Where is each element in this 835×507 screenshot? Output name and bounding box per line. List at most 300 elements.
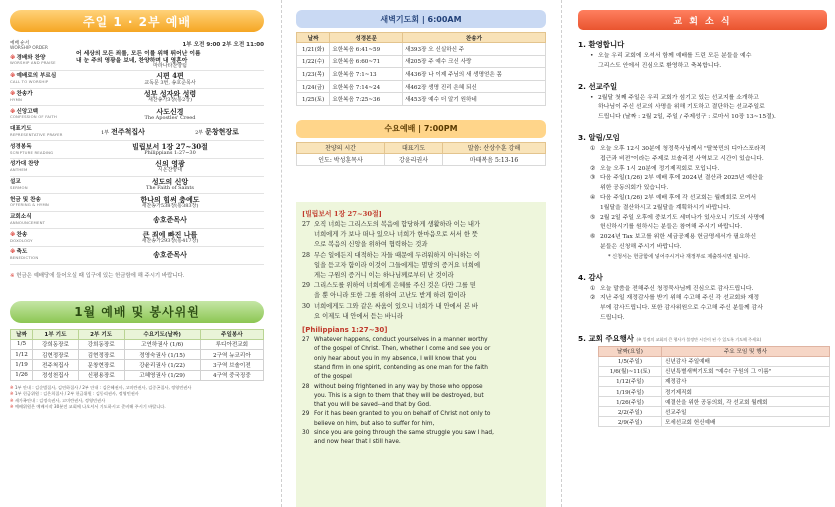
worship-item-title: 시편 4편 bbox=[156, 71, 184, 81]
verse-text bbox=[314, 302, 478, 322]
events-section bbox=[578, 333, 827, 428]
verse-line: 요 이제도 내 안에서 듣는 바니라 bbox=[314, 312, 404, 320]
schedule-cell: 1/19 bbox=[11, 360, 33, 370]
leader-name: 전주척집사 bbox=[111, 126, 145, 136]
worship-row-label bbox=[10, 56, 76, 66]
volunteer-note-text: 1부 안내 : 김순범집사, 김연하집사 / 2부 안내 : 김은혜권사, 고미란권사, 김중곤집사, 정영민권사 bbox=[14, 385, 192, 391]
schedule-cell: 강희동장로 bbox=[33, 339, 79, 349]
verse bbox=[302, 302, 540, 322]
numbered-text bbox=[600, 194, 756, 214]
numbered-text bbox=[600, 145, 766, 165]
events-cell: 신년특별새벽기도회 "예수! 구원의 그 이름" bbox=[661, 366, 829, 376]
wednesday-service-table bbox=[296, 142, 546, 166]
prayer-leader bbox=[101, 128, 145, 137]
wednesday-cell: 강윤리권사 bbox=[385, 153, 443, 165]
verse-number: 30 bbox=[302, 430, 310, 436]
schedule-table bbox=[10, 329, 264, 382]
schedule-header: 주일봉사 bbox=[200, 329, 263, 339]
table-row bbox=[599, 417, 830, 427]
dawn-cell: 요한복음 6:60~71 bbox=[330, 55, 403, 68]
numbered-item bbox=[578, 285, 827, 295]
worship-row bbox=[10, 51, 264, 71]
worship-item-name: 신앙고백 bbox=[16, 108, 39, 115]
worship-row bbox=[10, 247, 264, 265]
verse-line: 그리스도를 위하여 너희에게 은혜를 주신 것은 다만 그를 믿 bbox=[314, 282, 476, 290]
worship-column bbox=[0, 0, 272, 507]
table-row bbox=[599, 376, 830, 386]
worship-item-name: 찬송 bbox=[16, 231, 28, 238]
worship-row bbox=[10, 177, 264, 195]
bullet-line: 그리스도 안에서 진심으로 환영하고 축복합니다. bbox=[598, 62, 722, 69]
welcome-heading: 1. 환영합니다 bbox=[578, 40, 625, 49]
mission-section bbox=[578, 81, 827, 123]
numbered-line: 부에 감사드립니다. 또한 감사위원으로 수고해 주신 분들께 감사 bbox=[600, 305, 763, 312]
numbered-line: 분들은 신청해 주시기 바랍니다. bbox=[600, 243, 682, 250]
wednesday-cell: 인도: 박성훈목사 bbox=[297, 153, 385, 165]
leader-name: 문창현장로 bbox=[205, 126, 239, 136]
dawn-prayer-title: 새벽기도회 | 6:00AM bbox=[296, 10, 546, 28]
verse bbox=[302, 383, 540, 411]
asterisk-icon: ※ bbox=[10, 272, 15, 279]
asterisk-icon: ※ bbox=[10, 73, 16, 80]
dawn-cell: 요한복음 7:1~13 bbox=[330, 68, 403, 81]
table-row bbox=[11, 349, 264, 359]
schedule-cell: 김현정장로 bbox=[78, 349, 124, 359]
worship-item-name: 예배로의 부르심 bbox=[16, 73, 57, 80]
volunteer-note-text: 예배위원은 예배시작 30분전 교회에 나오셔서 기도하시고 준비해 주시기 바랍니다. bbox=[14, 404, 166, 410]
worship-row-label bbox=[10, 127, 76, 137]
dawn-cell: 1/22(수) bbox=[297, 55, 330, 68]
table-row bbox=[297, 55, 546, 68]
worship-line: 내 눈 주의 영광을 보네, 찬양하며 내 영혼아 bbox=[76, 57, 188, 64]
worship-row bbox=[10, 141, 264, 159]
schedule-cell: 고연하권사 (1/6) bbox=[124, 339, 200, 349]
thanks-heading: 4. 감사 bbox=[578, 272, 603, 282]
bullet-text bbox=[598, 94, 776, 123]
offering-note: ※ 헌금은 예배당에 들어오실 때 입구에 있는 헌금함에 해 주시기 바랍니다. bbox=[10, 272, 185, 279]
bullet-line: 오늘 우리 교회에 오셔서 함께 예배를 드린 모든 분들을 예수 bbox=[598, 53, 752, 59]
table-row bbox=[11, 370, 264, 380]
verse-line: 을 뿐 아니라 또한 그를 위하여 고난도 받게 하려 함이라 bbox=[314, 292, 466, 300]
item-number: ④ bbox=[590, 194, 596, 201]
scripture-ref-en: [Philippians 1:27~30] bbox=[302, 326, 388, 335]
verse-line: of the gospel bbox=[314, 374, 352, 381]
verse-line: stand firm in one spirit, contending as one man for the faith bbox=[314, 364, 488, 371]
service-part: 2부 bbox=[195, 129, 204, 136]
worship-row-content bbox=[76, 108, 264, 122]
schedule-cell: 3구역 브솔이전 bbox=[200, 360, 263, 370]
schedule-header: 2부 기도 bbox=[78, 329, 124, 339]
worship-row-label bbox=[10, 250, 76, 260]
worship-row-label bbox=[10, 110, 76, 120]
worship-item-name-en: ANTHEM bbox=[10, 167, 28, 173]
news-title: 교 회 소 식 bbox=[578, 10, 827, 30]
events-cell: 1/6(월)~11(토) bbox=[599, 366, 662, 376]
asterisk-icon: ※ bbox=[10, 385, 15, 391]
dawn-cell: 1/21(화) bbox=[297, 43, 330, 56]
numbered-text bbox=[600, 285, 754, 295]
verse-number: 28 bbox=[302, 383, 310, 390]
worship-row-content bbox=[76, 51, 264, 70]
volunteer-notes bbox=[10, 385, 264, 410]
numbered-text bbox=[600, 294, 763, 323]
worship-order-header bbox=[10, 40, 264, 51]
asterisk-icon: ※ bbox=[10, 391, 15, 397]
table-row bbox=[297, 80, 546, 93]
numbered-text bbox=[600, 214, 765, 234]
numbered-item bbox=[578, 214, 827, 234]
worship-row-content bbox=[76, 128, 264, 137]
worship-row bbox=[10, 89, 264, 107]
verse bbox=[302, 336, 540, 382]
numbered-line: 드립니다. bbox=[600, 314, 625, 321]
events-heading: 5. 교회 주요행사 (※ 일정의 교회의 큰 행사가 불정만 시간이 된 수 있도록 기도해 주세요) bbox=[578, 333, 762, 343]
worship-row-content bbox=[76, 178, 264, 192]
worship-item-title: 빌립보서 1장 27~30절 bbox=[132, 141, 208, 151]
events-cell: 1/19(주일) bbox=[599, 387, 662, 397]
dawn-cell: 요한복음 6:41~59 bbox=[330, 43, 403, 56]
numbered-line: 오늘 오후 12시 30분에 청정묵사님께서 "탈북민의 디아스포라적 bbox=[600, 145, 766, 152]
worship-item-name: 헌금 및 찬송 bbox=[10, 196, 41, 203]
numbered-item bbox=[578, 165, 827, 175]
column-divider bbox=[281, 0, 282, 507]
worship-item-name: 경배와 찬양 bbox=[16, 54, 46, 61]
worship-order-label-en: WORSHIP ORDER bbox=[10, 46, 48, 51]
dawn-cell: 요한복음 7:14~24 bbox=[330, 80, 403, 93]
prayer-leader bbox=[195, 128, 239, 137]
worship-item-detail: The Faith of Saints bbox=[146, 185, 194, 192]
numbered-line: 지난 주일 재정감사를 받기 위해 수고해 주신 각 선교회와 재정 bbox=[600, 295, 760, 302]
verse-line: 으로 복음의 신앙을 위하여 협력하는 것과 bbox=[314, 241, 428, 249]
worship-item-name-en: WORSHIP AND PRAISE bbox=[10, 60, 56, 66]
verse bbox=[302, 281, 540, 301]
wednesday-service-title: 수요예배 | 7:00PM bbox=[296, 120, 546, 138]
worship-item-detail: 새찬송가293장(통417장) bbox=[141, 237, 199, 244]
mission-heading: 2. 선교주일 bbox=[578, 81, 618, 91]
worship-item-title: 송호준목사 bbox=[153, 250, 187, 260]
worship-row-label bbox=[10, 92, 76, 102]
verse-number: 29 bbox=[302, 411, 310, 418]
table-row bbox=[11, 360, 264, 370]
scripture-passage bbox=[296, 202, 546, 507]
worship-item-title: 신의 영광 bbox=[155, 159, 185, 169]
verse-number: 27 bbox=[302, 221, 311, 228]
verse-number: 29 bbox=[302, 282, 311, 290]
table-row bbox=[599, 356, 830, 366]
service-part: 1부 bbox=[101, 129, 110, 136]
numbered-line: 헌신하시기를 원하시는 분들은 참여해 주시기 바랍니다. bbox=[600, 224, 743, 231]
schedule-title: 1월 예배 및 봉사위원 bbox=[10, 301, 264, 323]
events-cell: 제정감사 bbox=[661, 376, 829, 386]
table-row bbox=[599, 366, 830, 376]
bullet-line: 드립니다 (날짜 : 2월 2일, 주일 / 주제성구 : 로마서 10장 13~15절). bbox=[598, 114, 776, 121]
verse bbox=[302, 251, 540, 282]
worship-row-label bbox=[10, 233, 76, 243]
asterisk-icon: ※ bbox=[10, 231, 16, 238]
numbered-line: 2월 2일 주일 오후에 중보기도 세미나가 있사오니 기도의 사명에 bbox=[600, 214, 765, 221]
worship-title: 주일 1 · 2부 예배 bbox=[10, 10, 264, 32]
column-divider bbox=[561, 0, 562, 507]
events-table bbox=[598, 346, 830, 428]
bullet-line: 2월달 첫째 주일은 우리 교회가 섬기고 있는 선교지를 소개하고 bbox=[598, 94, 759, 101]
numbered-line: 2024년 Tax 보고를 위한 세금공제용 헌금명세서가 필요하신 bbox=[600, 234, 757, 241]
item-number: ② bbox=[590, 165, 596, 172]
worship-row bbox=[10, 194, 264, 212]
bullet-icon: • bbox=[590, 94, 594, 101]
worship-row bbox=[10, 229, 264, 247]
dawn-cell: 1/25(토) bbox=[297, 93, 330, 106]
schedule-cell: 루디아전교회 bbox=[200, 339, 263, 349]
table-row bbox=[297, 93, 546, 106]
scripture-verses-ko bbox=[302, 220, 540, 322]
worship-row-content bbox=[76, 251, 264, 259]
worship-item-title: 송호준목사 bbox=[153, 215, 187, 225]
worship-item-detail: The Apostles' Creed bbox=[144, 114, 196, 121]
asterisk-icon: ※ bbox=[10, 108, 16, 115]
schedule-header: 1부 기도 bbox=[33, 329, 79, 339]
numbered-line: 1월달을 결산하시고 2월달을 계획하시기 바랍니다. bbox=[600, 204, 731, 211]
dawn-cell: 새436장 나 이제 주님의 새 생명얻은 몸 bbox=[402, 68, 545, 81]
worship-row bbox=[10, 124, 264, 142]
worship-item-name: 찬송가 bbox=[16, 91, 33, 98]
verse-line: you. This is a sign to them that they will be destroyed, but bbox=[314, 392, 484, 399]
verse bbox=[302, 429, 540, 448]
verse-text bbox=[314, 383, 484, 411]
worship-item-title: 한나의 힘써 충예도 bbox=[140, 194, 200, 204]
dawn-cell: 1/23(목) bbox=[297, 68, 330, 81]
worship-item-name-en: SERMON bbox=[10, 184, 28, 190]
numbered-item bbox=[578, 233, 827, 253]
worship-item-name: 성경봉독 bbox=[10, 143, 32, 150]
schedule-cell: 1/26 bbox=[11, 370, 33, 380]
events-cell: 정기제직회 bbox=[661, 387, 829, 397]
scripture-ref-ko: [빌립보서 1장 27~30절] bbox=[302, 210, 382, 218]
schedule-cell: 강희동장로 bbox=[78, 339, 124, 349]
verse-number: 30 bbox=[302, 302, 311, 310]
numbered-line: 오늘 오후 1시 20분에 정기제직회로 모입니다. bbox=[600, 165, 720, 172]
scripture-verses-en bbox=[302, 336, 540, 448]
numbered-item bbox=[578, 145, 827, 165]
worship-item-name-en: CALL TO WORSHIP bbox=[10, 79, 49, 85]
item-number: ① bbox=[590, 285, 596, 292]
schedule-cell: 고혜영권사 (1/29) bbox=[124, 370, 200, 380]
worship-item-detail: 교독문 3번, 송호준목사 bbox=[144, 79, 196, 86]
verse bbox=[302, 220, 540, 251]
verse-line: and now hear that I still have. bbox=[314, 439, 401, 446]
bullet-item bbox=[578, 52, 827, 72]
worship-row-content bbox=[76, 143, 264, 157]
schedule-cell: 1/5 bbox=[11, 339, 33, 349]
verse-line: only hear about you in my absence, I will know that you bbox=[314, 355, 477, 362]
schedule-cell: 2구역 뉴코리아 bbox=[200, 349, 263, 359]
worship-row-label bbox=[10, 215, 76, 225]
worship-item-name-en: ANNOUNCEMENT bbox=[10, 220, 46, 226]
item-number: ⑤ bbox=[590, 214, 596, 221]
verse-line: of the gospel of Christ. Then, whether I come and see you or bbox=[314, 346, 491, 353]
verse-line: 일을 듣고자 함이라 이것이 그들에게는 멸망의 증거요 너희에 bbox=[314, 261, 481, 269]
wednesday-cell: 마태복음 5:13-16 bbox=[443, 153, 546, 165]
worship-item-title: 성도의 신앙 bbox=[151, 177, 189, 187]
worship-item-name: 축도 bbox=[16, 249, 28, 256]
events-header: 주요 모임 및 행사 bbox=[661, 346, 829, 356]
table-row bbox=[297, 68, 546, 81]
worship-item-name: 성가대 찬양 bbox=[10, 161, 39, 168]
item-number: ③ bbox=[590, 175, 596, 182]
dawn-cell: 요한복음 7:25~36 bbox=[330, 93, 403, 106]
bullet-line: 하나님이 주신 선교의 사명을 위해 기도하고 결단하는 선교주일로 bbox=[598, 104, 765, 111]
news-column bbox=[570, 0, 835, 507]
worship-row bbox=[10, 71, 264, 89]
worship-item-name-en: REPRESENTATIVE PRAYER bbox=[10, 132, 63, 138]
verse-text bbox=[314, 429, 494, 448]
numbered-line: 접근과 비전"이라는 주제로 브솔리전 사역보고 시간이 있습니다. bbox=[600, 155, 764, 162]
numbered-line: 다음 주일(1/26) 2부 예배 후에 2024년 결산과 2025년 예산을 bbox=[600, 175, 764, 182]
dawn-cell: 새205장 주 예수 크신 사랑 bbox=[402, 55, 545, 68]
worship-row-content bbox=[76, 216, 264, 224]
verse-line: 너희에게 가 보나 떠나 있으나 너희가 한마음으로 서서 한 뜻 bbox=[314, 231, 479, 239]
volunteer-note-text: 새가족안내 : 김정숙권사, 고미란권사, 정영민권사 bbox=[14, 397, 106, 403]
verse-line: since you are going through the same struggle you saw I had, bbox=[314, 430, 494, 436]
events-cell: 2/2(주일) bbox=[599, 407, 662, 417]
volunteer-note bbox=[10, 404, 264, 410]
dawn-prayer-table bbox=[296, 32, 546, 106]
verse-line: that you will be saved--and that by God. bbox=[314, 402, 431, 409]
events-cell: 모세선교회 헌신예배 bbox=[661, 417, 829, 427]
worship-item-name-en: CONFESSION OF FAITH bbox=[10, 114, 57, 120]
verse-text bbox=[314, 220, 480, 251]
table-row bbox=[297, 43, 546, 56]
events-cell: 2/9(주일) bbox=[599, 417, 662, 427]
verse-line: Whatever happens, conduct yourselves in a manner worthy bbox=[314, 337, 488, 344]
events-cell: 선교주일 bbox=[661, 407, 829, 417]
dawn-cell: 새453장 예수 더 알기 원하네 bbox=[402, 93, 545, 106]
dawn-cell: 새462장 생명 진리 은혜 되신 bbox=[402, 80, 545, 93]
dawn-header: 찬송가 bbox=[402, 33, 545, 43]
table-row bbox=[599, 397, 830, 407]
worship-item-title: 사도신경 bbox=[156, 106, 184, 116]
events-cell: 1/5(주일) bbox=[599, 356, 662, 366]
worship-item-name-en: SCRIPTURE READING bbox=[10, 149, 54, 155]
numbered-item bbox=[578, 194, 827, 214]
prayer-column bbox=[290, 0, 552, 507]
worship-item-detail: 시온찬양대 bbox=[157, 167, 183, 174]
notices-section bbox=[578, 132, 827, 263]
verse-line: 오직 너희는 그리스도의 복음에 합당하게 생활하라 이는 내가 bbox=[314, 221, 481, 228]
verse-line: believe on him, but also to suffer for him, bbox=[314, 420, 435, 427]
item-number: ② bbox=[590, 295, 596, 302]
worship-item-name-en: OFFERING & HYMN bbox=[10, 202, 49, 208]
worship-item-name: 설교 bbox=[10, 179, 21, 185]
verse-text bbox=[314, 251, 480, 282]
verse-text bbox=[314, 410, 490, 429]
schedule-cell: 김현정장로 bbox=[33, 349, 79, 359]
events-cell: 예결산을 위한 공동의회, 각 선교회 월례회 bbox=[661, 397, 829, 407]
table-row bbox=[599, 387, 830, 397]
worship-row-label bbox=[10, 198, 76, 208]
numbered-line: 위한 공동의회가 있습니다. bbox=[600, 185, 669, 192]
worship-row-content bbox=[76, 160, 264, 174]
worship-item-title: 큰 죄에 빠진 나를 bbox=[142, 229, 198, 239]
worship-row-content bbox=[76, 196, 264, 210]
worship-line: 어 세상의 모든 죄를, 모든 이를 위해 뛰어난 이름 bbox=[76, 51, 201, 57]
asterisk-icon: ※ bbox=[10, 54, 16, 61]
verse-text bbox=[314, 281, 476, 301]
item-number: ⑥ bbox=[590, 234, 596, 241]
thanks-section bbox=[578, 272, 827, 324]
events-cell: 신년감사 주일예배 bbox=[661, 356, 829, 366]
wednesday-header: 찬양의 시간 bbox=[297, 142, 385, 153]
dawn-cell: 새393장 오 신실하신 주 bbox=[402, 43, 545, 56]
worship-row-content bbox=[76, 90, 264, 104]
dawn-header: 날짜 bbox=[297, 33, 330, 43]
worship-item-name-en: BENEDICTION bbox=[10, 255, 39, 261]
worship-row-label bbox=[10, 180, 76, 190]
asterisk-icon: ※ bbox=[10, 91, 16, 98]
schedule-cell: 전주척집사 bbox=[33, 360, 79, 370]
worship-item-name-en: HYMN bbox=[10, 96, 23, 102]
notice-subnote: * 신청서는 헌금함에 넣어주시거나 재정부로 제출하시면 됩니다. bbox=[608, 253, 750, 260]
worship-order-label: 예배 순서 bbox=[10, 41, 30, 46]
volunteer-note-text: 1부 헌금위원 : 김은희집사 / 2부 헌금위원 : 김동리권사, 정영민권사 bbox=[14, 391, 139, 397]
table-row bbox=[599, 407, 830, 417]
worship-item-name-en: DOXOLOGY bbox=[10, 237, 33, 243]
verse-line: 너희에게도 그와 같은 싸움이 있으니 너희가 내 안에서 본 바 bbox=[314, 302, 479, 310]
worship-row-label bbox=[10, 74, 76, 84]
bullet-icon: • bbox=[590, 53, 594, 59]
numbered-text bbox=[600, 174, 763, 194]
events-cell: 1/12(주일) bbox=[599, 376, 662, 386]
service-times: 1부 오전 9:00 2부 오전 11:00 bbox=[182, 42, 264, 48]
bullet-item bbox=[578, 94, 827, 123]
numbered-item bbox=[578, 294, 827, 323]
worship-row bbox=[10, 106, 264, 124]
worship-item-name: 대표기도 bbox=[10, 126, 32, 133]
table-row bbox=[11, 339, 264, 349]
verse-number: 27 bbox=[302, 337, 310, 344]
worship-line: 마라나타찬양팀 bbox=[153, 63, 187, 70]
wednesday-header: 대표기도 bbox=[385, 142, 443, 153]
schedule-cell: 4구역 중국징중 bbox=[200, 370, 263, 380]
schedule-cell: 강윤리권사 (1/22) bbox=[124, 360, 200, 370]
schedule-header: 수요기도(날짜) bbox=[124, 329, 200, 339]
asterisk-icon: ※ bbox=[10, 404, 15, 410]
numbered-line: 오늘 말씀을 전해주신 청정묵사님께 진심으로 감사드립니다. bbox=[600, 285, 754, 292]
schedule-cell: 1/12 bbox=[11, 349, 33, 359]
numbered-line: 다음 주일(1/26) 2부 예배 후에 각 선교회는 월례회로 모여서 bbox=[600, 194, 757, 201]
welcome-section bbox=[578, 39, 827, 72]
worship-item-title: 성부 성자와 성령 bbox=[143, 89, 197, 99]
worship-row-content bbox=[76, 72, 264, 86]
events-header: 날짜(요일) bbox=[599, 346, 662, 356]
verse-text bbox=[314, 336, 490, 382]
schedule-cell: 정영숙권사 (1/15) bbox=[124, 349, 200, 359]
verse-line: without being frightened in any way by those who oppose bbox=[314, 383, 483, 390]
worship-row-label bbox=[10, 145, 76, 155]
worship-item-detail: 새찬송가538장(통383장) bbox=[141, 202, 199, 209]
dawn-header: 성경본문 bbox=[330, 33, 403, 43]
worship-row-content bbox=[76, 231, 264, 245]
dawn-cell: 1/24(금) bbox=[297, 80, 330, 93]
asterisk-icon: ※ bbox=[10, 397, 15, 403]
worship-row-label bbox=[10, 162, 76, 172]
verse-number: 28 bbox=[302, 251, 311, 259]
verse-line: 게는 구원의 증거니 이는 하나님께로부터 난 것이라 bbox=[314, 272, 454, 280]
verse-line: For it has been granted to you on behalf of Christ not only to bbox=[314, 411, 491, 418]
worship-item-detail: Philippians 1:27~30 bbox=[144, 149, 196, 156]
worship-item-detail: 새찬송가3장(통2장) bbox=[147, 97, 193, 104]
worship-order-list bbox=[10, 51, 264, 265]
numbered-text bbox=[600, 233, 756, 253]
